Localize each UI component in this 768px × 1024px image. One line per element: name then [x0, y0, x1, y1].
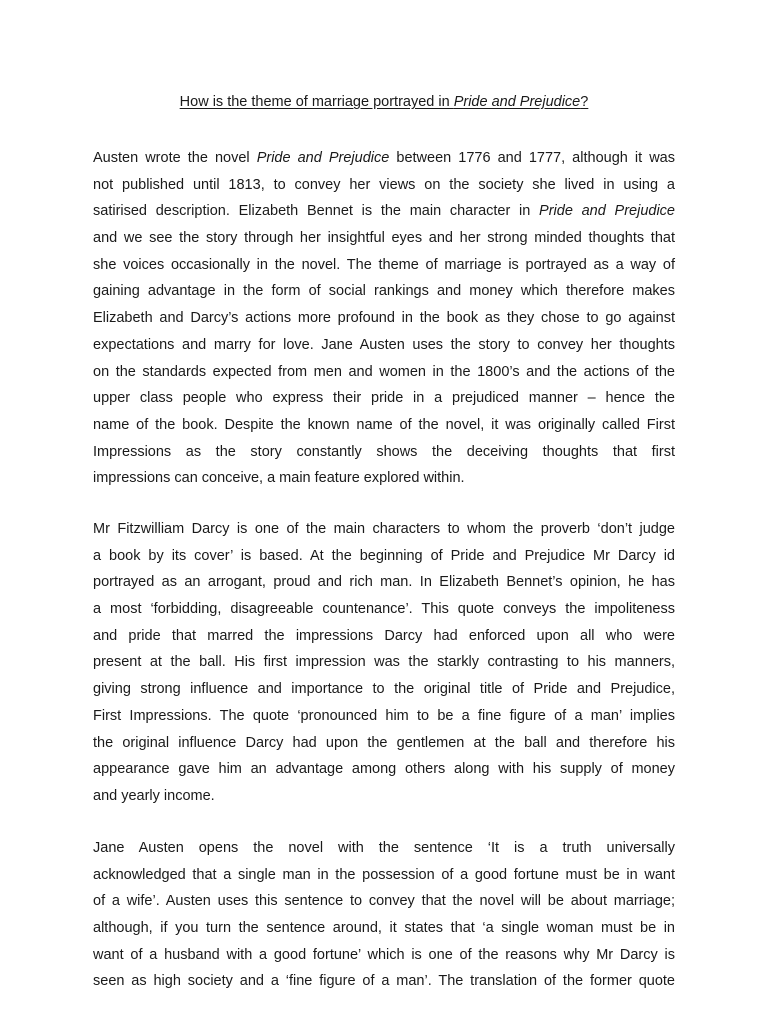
text-segment: between 1776 and 1777, although it was [389, 150, 675, 166]
text-segment: satirised description. Elizabeth Bennet is the main character in [93, 203, 540, 220]
text-segment: acknowledged that a single man in the possession of a good fortune must be in want [93, 866, 675, 883]
text-line [93, 783, 675, 810]
text-line [93, 252, 675, 279]
text-segment: a most ‘forbidding, disagreeable countenance’. This quote conveys the impoliteness [93, 601, 675, 618]
paragraph-1 [93, 145, 675, 492]
text-segment: Mr Fitzwilliam Darcy is one of the main characters to whom the proverb ‘don’t judge [93, 521, 675, 537]
text-segment: portrayed as an arrogant, proud and rich man. In Elizabeth Bennet’s opinion, he has [93, 574, 675, 591]
text-line [93, 835, 675, 862]
text-line [93, 145, 675, 172]
title-italic: Pride and Prejudice [453, 94, 581, 110]
text-line [93, 305, 675, 332]
text-line [93, 730, 675, 757]
text-segment: upper class people who express their pride in a prejudiced manner – hence the [93, 390, 675, 407]
text-segment: and yearly income. [93, 787, 215, 804]
text-segment: Impressions as the story constantly shows the deceiving thoughts that first [93, 443, 675, 460]
text-line [93, 596, 675, 623]
text-line [93, 756, 675, 783]
text-segment: name of the book. Despite the known name of the novel, it was originally called First [93, 416, 675, 433]
text-segment: appearance gave him an advantage among others along with his supply of money [93, 761, 675, 778]
title-prefix: How is the theme of marriage portrayed in [179, 94, 454, 110]
paragraph-2 [93, 516, 675, 810]
text-line [93, 172, 675, 199]
text-line [93, 278, 675, 305]
text-line [93, 516, 675, 543]
text-segment: a book by its cover’ is based. At the beginning of Pride and Prejudice Mr Darcy id [93, 547, 675, 564]
text-segment: not published until 1813, to convey her views on the society she lived in using a [93, 176, 675, 193]
text-segment: giving strong influence and importance to the original title of Pride and Prejudice, [93, 681, 675, 698]
text-segment: First Impressions. The quote ‘pronounced him to be a fine figure of a man’ implies [93, 707, 675, 724]
text-line [93, 915, 675, 942]
text-segment: and we see the story through her insightful eyes and her strong minded thoughts that [93, 230, 675, 247]
paragraph-3 [93, 835, 675, 995]
text-line [93, 198, 675, 225]
text-line [93, 623, 675, 650]
text-line [93, 385, 675, 412]
text-segment: although, if you turn the sentence around, it states that ‘a single woman must be in [93, 920, 675, 937]
text-segment: gaining advantage in the form of social rankings and money which therefore makes [93, 283, 675, 300]
text-segment: impressions can conceive, a main feature explored within. [93, 470, 465, 487]
text-line [93, 332, 675, 359]
text-line [93, 676, 675, 703]
title-suffix: ? [580, 94, 589, 110]
text-line [93, 225, 675, 252]
text-segment: Jane Austen opens the novel with the sentence ‘It is a truth universally [93, 840, 675, 856]
text-line [93, 569, 675, 596]
italic-title-segment: Pride and Prejudice [539, 203, 675, 220]
essay-title [0, 93, 768, 111]
text-line [93, 359, 675, 386]
text-segment: present at the ball. His first impression was the starkly contrasting to his manners, [93, 654, 675, 671]
text-segment: expectations and marry for love. Jane Austen uses the story to convey her thoughts [93, 336, 675, 353]
text-segment: the original influence Darcy had upon the gentlemen at the ball and therefore his [93, 734, 675, 751]
text-line [93, 465, 675, 492]
text-segment: and pride that marred the impressions Darcy had enforced upon all who were [93, 627, 675, 644]
text-line [93, 942, 675, 969]
text-line [93, 543, 675, 570]
text-line [93, 649, 675, 676]
text-segment: she voices occasionally in the novel. The theme of marriage is portrayed as a way of [93, 256, 675, 273]
text-segment: Austen wrote the novel [93, 150, 257, 166]
text-segment: Elizabeth and Darcy’s actions more profound in the book as they chose to go against [93, 310, 675, 327]
text-line [93, 968, 675, 995]
text-segment: of a wife’. Austen uses this sentence to convey that the novel will be about marriage; [93, 893, 675, 910]
text-segment: on the standards expected from men and women in the 1800’s and the actions of the [93, 363, 675, 380]
text-line [93, 703, 675, 730]
text-segment: seen as high society and a ‘fine figure of a man’. The translation of the former quote [93, 973, 675, 990]
text-line [93, 862, 675, 889]
text-line [93, 439, 675, 466]
text-segment: want of a husband with a good fortune’ which is one of the reasons why Mr Darcy is [93, 946, 675, 963]
italic-title-segment: Pride and Prejudice [256, 150, 390, 166]
text-line [93, 888, 675, 915]
text-line [93, 412, 675, 439]
